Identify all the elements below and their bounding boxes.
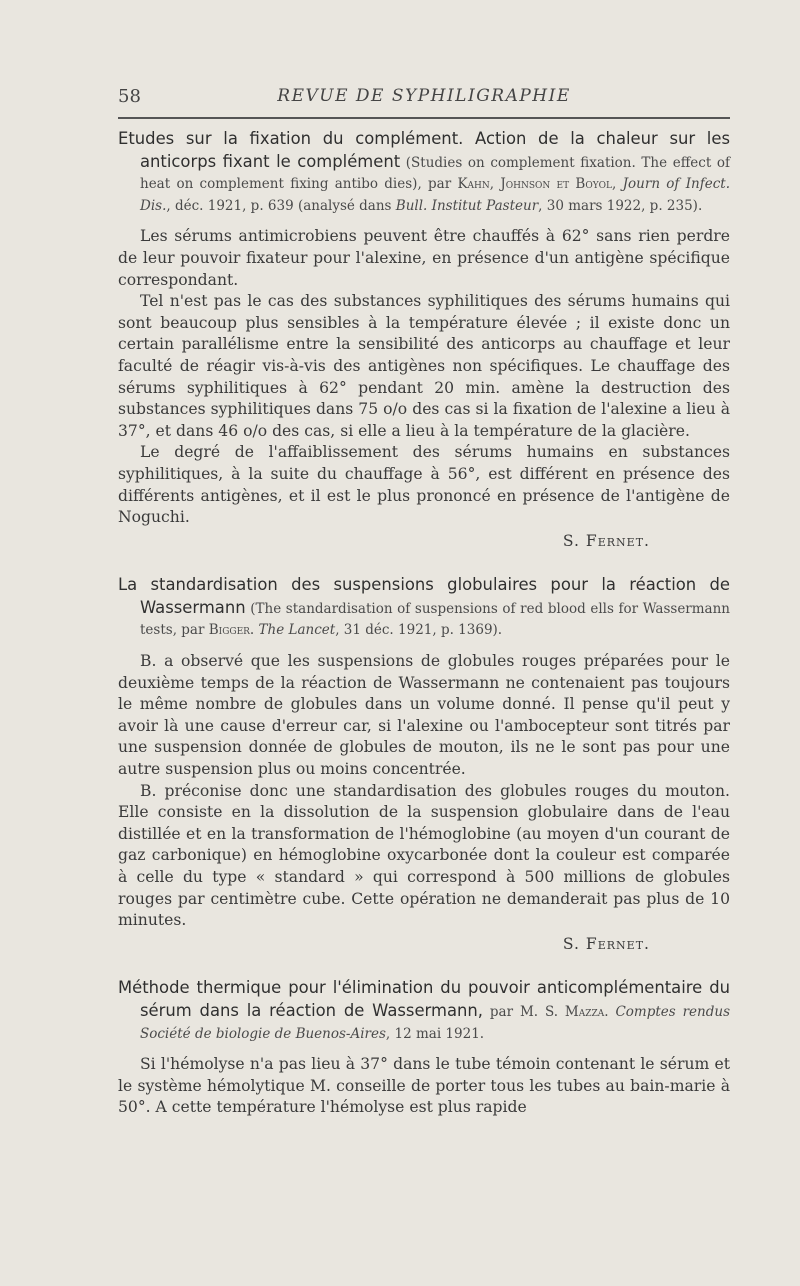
article-journal: Journ of Infect. Dis. [140,176,730,214]
article-title: Méthode thermique pour l'élimination du pouvoir anticomplémentaire du sérum dans la réaction de Wassermann, [118,978,730,1020]
running-title: REVUE DE SYPHILIGRAPHIE [277,86,571,106]
paragraph: B. a observé que les suspensions de globules rouges préparées pour le deuxième temps de la réaction de Wassermann ne contenaient pas toujours le même nombre de globules dans un volume donné. Il pense qu'il peut y avoir là une cause d'erreur car, si l'alexine ou l'ambocepteur sont titrés par une suspension donnée de globules de mouton, ils ne le sont pas pour une autre suspension plus ou moins concentrée. [118,652,730,779]
article-journal-2: Bull. Institut Pasteur [395,197,539,214]
article-ref-prefix: par M. S. [483,1003,565,1020]
article-title: La standardisation des suspensions globulaires pour la réaction de Wassermann [118,575,730,617]
article-signature: S. Fernet. [562,531,650,550]
article-2 [118,574,730,955]
paragraph: Le degré de l'affaiblissement des sérums humains en substances syphilitiques, à la suite du chauffage à 56°, est différent en présence des différents antigènes, et il est le plus prononcé en présence de l'antigène de Noguchi. [118,443,730,527]
article-heading: Etudes sur la fixation du complément. Action de la chaleur sur les anticorps fixant le complément (Studies on complement fixation. The effect of heat on complement fixing antibo dies), par Kahn, Johnson et Boyol, Journ of Infect. Dis., déc. 1921, p. 639 (analysé dans Bull. Institut Pasteur, 30 mars 1922, p. 235). [118,129,730,214]
paragraph: Les sérums antimicrobiens peuvent être chauffés à 62° sans rien perdre de leur pouvoir fixateur pour l'alexine, en présence d'un antigène spécifique correspondant. [118,227,730,289]
article-ref-middle: , 31 déc. 1921, p. 1369). [335,622,503,639]
paragraph: B. préconise donc une standardisation des globules rouges du mouton. Elle consiste en la dissolution de la suspension globulaire dans de l'eau distillée et en la transformation de l'hémoglobine (au moyen d'un courant de gaz carbonique) en hémoglobine oxycarbonée dont la couleur est comparée à celle du type « standard » qui correspond à 500 millions de globules rouges par centimètre cube. Cette opération ne demanderait pas plus de 10 minutes. [118,781,730,930]
article-heading: Méthode thermique pour l'élimination du pouvoir anticomplémentaire du sérum dans la réaction de Wassermann, par M. S. Mazza. Comptes rendus Société de biologie de Buenos-Aires, 12 mai 1921. [118,978,731,1042]
paragraph: Si l'hémolyse n'a pas lieu à 37° dans le tube témoin contenant le sérum et le système hémolytique M. conseille de porter tous les tubes au bain-marie à 50°. A cette température l'hémolyse est plus rapide [118,1055,730,1117]
article-3 [118,977,730,1119]
article-authors: Kahn, Johnson et Boyol [457,176,613,193]
page-header [118,86,730,112]
page-content [118,128,730,1141]
article-ref-middle: , 12 mai 1921. [385,1025,485,1042]
article-authors: Bigger [208,622,250,639]
article-authors: Mazza [564,1003,605,1020]
article-ref-end: , 30 mars 1922, p. 235). [538,197,703,214]
article-1 [118,128,730,552]
article-signature: S. Fernet. [562,934,650,953]
article-ref-prefix: (The standardisation of suspensions of red blood ells for Wassermann tests, par [140,600,730,639]
article-heading: La standardisation des suspensions globulaires pour la réaction de Wassermann (The standardisation of suspensions of red blood ells for Wassermann tests, par Bigger. The Lancet, 31 déc. 1921, p. 1369). [118,575,730,639]
article-journal: The Lancet [258,622,336,639]
paragraph: Tel n'est pas le cas des substances syphilitiques des sérums humains qui sont beaucoup plus sensibles à la température élevée ; il existe donc un certain parallélisme entre la sensibilité des anticorps au chauffage et leur faculté de réagir vis-à-vis des antigènes non spécifiques. Le chauffage des sérums syphilitiques à 62° pendant 20 min. amène la destruction des substances syphilitiques dans 75 o/o des cas si la fixation de l'alexine a lieu à 37°, et dans 46 o/o des cas, si elle a lieu à la température de la glacière. [118,292,730,440]
article-ref-middle: , déc. 1921, p. 639 (analysé dans [166,197,396,214]
header-rule [118,117,730,119]
article-journal: Comptes rendus Société de biologie de Buenos-Aires [140,1003,731,1042]
article-ref-prefix: (Studies on complement fixation. The effect of heat on complement fixing antibo dies), par [140,154,730,193]
page-number: 58 [118,86,141,107]
article-title: Etudes sur la fixation du complément. Action de la chaleur sur les anticorps fixant le complément [118,129,730,171]
